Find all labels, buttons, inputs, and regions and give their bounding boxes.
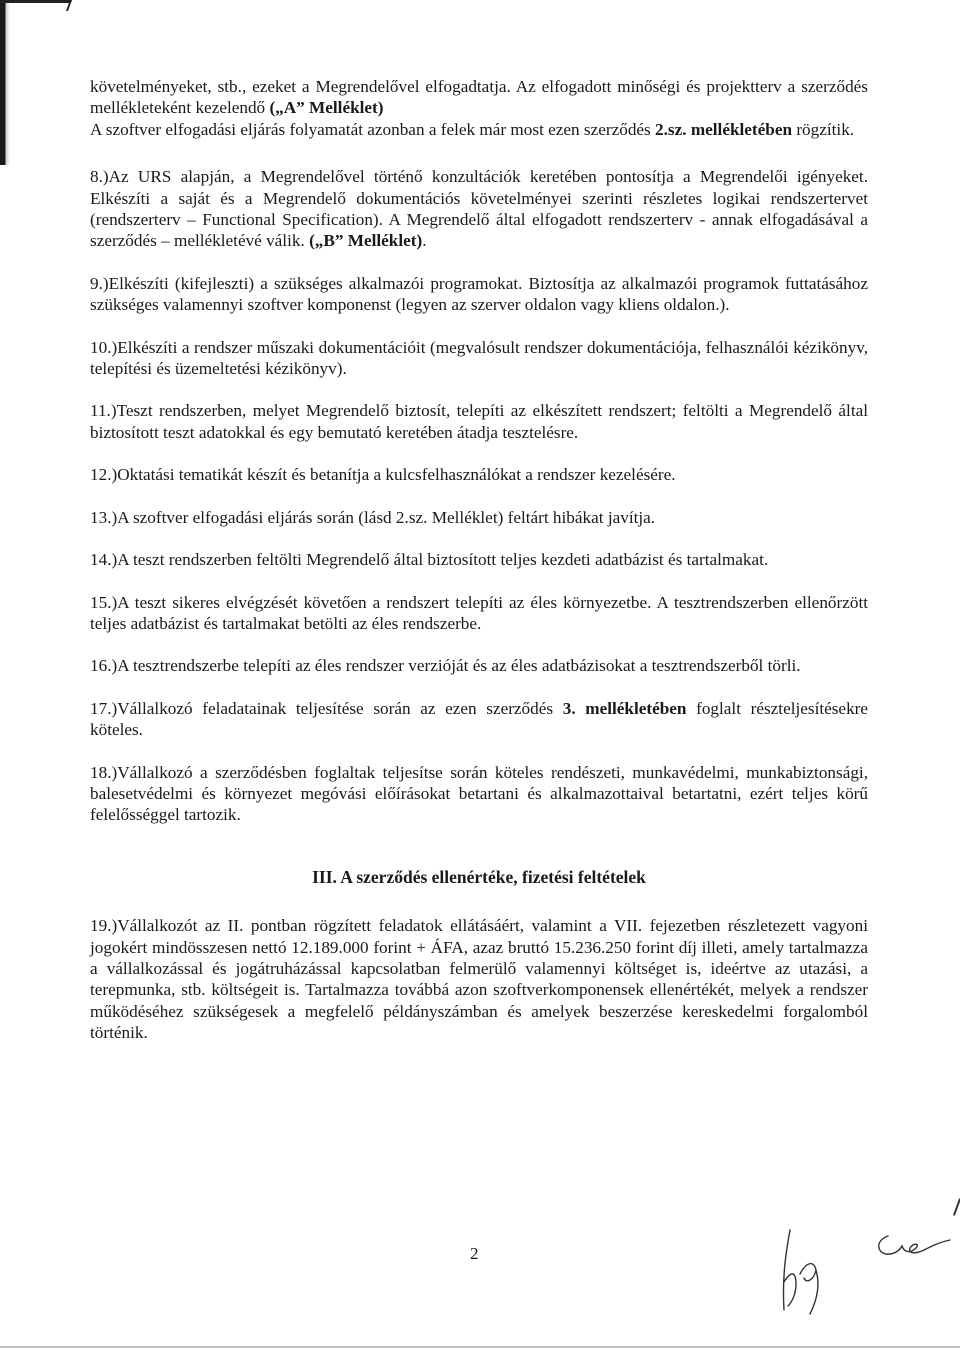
item-13: 13.)A szoftver elfogadási eljárás során (lásd 2.sz. Melléklet) feltárt hibákat javítja. [90, 507, 656, 527]
signature-initials-1 [770, 1222, 840, 1322]
item-8-end: . [422, 231, 427, 251]
item-8-text: 8.)Az URS alapján, a Megrendelővel történő konzultációk keretében pontosítja a Megrendelői igényeket. Elkészíti a saját és a Megrendelő dokumentációs követelményei szerinti részletes logikai rendszertervet (rendszerterv – Functional Specification). A Megrendelő által elfogadott rendszerterv - annak elfogadásával a szerződés – mellékletévé válik. [90, 167, 868, 251]
item-14: 14.)A teszt rendszerben feltölti Megrendelő által biztosított teljes kezdeti adatbázist és tartalmakat. [90, 550, 769, 570]
page-number: 2 [470, 1244, 479, 1263]
document-page [90, 76, 868, 1065]
intro-text-3: rögzítik. [792, 119, 855, 139]
section-heading: III. A szerződés ellenértéke, fizetési feltételek [312, 866, 646, 887]
item-11: 11.)Teszt rendszerben, melyet Megrendelő biztosít, telepíti az elkészített rendszert; feltölti a Megrendelő által biztosított teszt adatokkal és egy bemutató keretében átadja tesztelésre. [90, 401, 868, 442]
margin-mark [953, 1198, 960, 1216]
intro-text-2: A szoftver elfogadási eljárás folyamatát azonban a felek már most ezen szerződés [90, 119, 656, 139]
item-10: 10.)Elkészíti a rendszer műszaki dokumentációit (megvalósult rendszer dokumentációja, felhasználói kézikönyv, telepítési és üzemeltetési kézikönyv). [90, 337, 868, 379]
item-12: 12.)Oktatási tematikát készít és betanítja a kulcsfelhasználókat a rendszer kezelésére. [90, 465, 676, 485]
item-17-end: foglalt részteljesítésekre köteles. [90, 698, 869, 740]
item-8 [90, 166, 868, 252]
annex-b-ref: („B” Melléklet) [309, 231, 423, 251]
annex-3-ref: 3. mellékletében [562, 698, 687, 718]
item-16: 16.)A tesztrendszerbe telepíti az éles rendszer verzióját és az éles adatbázisokat a tesztrendszerből törli. [90, 656, 801, 676]
item-19: 19.)Vállalkozót az II. pontban rögzített feladatok ellátásáért, valamint a VII. fejezetben részletezett vagyoni jogokért mindösszesen nettó 12.189.000 forint + ÁFA, azaz bruttó 15.236.250 forint díj illeti, amely tartalmazza a vállalkozással és jogátruházással kapcsolatban felmerülő valamennyi költséget is, ideértve az utazási, a terepmunka, stb. költségeit is. Tartalmazza továbbá azon szoftverkomponensek ellenértékét, melyek a rendszer működéséhez szükségesek a megfelelő példányszámban és amelyek beszerzése kereskedelmi forgalomból történik. [90, 916, 868, 1043]
item-18: 18.)Vállalkozó a szerződésben foglaltak teljesítse során köteles rendészeti, munkavédelmi, munkabiztonsági, balesetvédelmi és környezet megóvási előírásokat betartani és alkalmazottaival betartatni, ezért teljes körű felelősséggel tartozik. [90, 762, 868, 825]
item-17 [90, 698, 868, 741]
annex-2-ref: 2.sz. mellékletében [655, 119, 793, 139]
scan-corner-mark [0, 0, 72, 11]
item-15: 15.)A teszt sikeres elvégzését követően a rendszert telepíti az éles környezetbe. A tesztrendszerben ellenőrzött teljes adatbázist és tartalmakat betölti az éles rendszerbe. [90, 592, 868, 633]
intro-paragraph [90, 76, 868, 140]
scan-edge-bottom [0, 1346, 960, 1348]
intro-text: követelményeket, stb., ezeket a Megrendelővel elfogadtatja. Az elfogadott minőségi és projektterv a szerződés mellékleteként kezelendő [90, 77, 868, 118]
signature-initials-2 [874, 1228, 954, 1268]
item-17-text: 17.)Vállalkozó feladatainak teljesítése során az ezen szerződés [90, 698, 563, 718]
annex-a-ref: („A” Melléklet) [269, 98, 384, 118]
scan-edge-shadow [0, 0, 10, 165]
item-9: 9.)Elkészíti (kifejleszti) a szükséges alkalmazói programokat. Biztosítja az alkalmazói programok futtatásához szükséges valamennyi szoftver komponenst (legyen az szerver oldalon vagy kliens oldalon.). [90, 273, 868, 315]
